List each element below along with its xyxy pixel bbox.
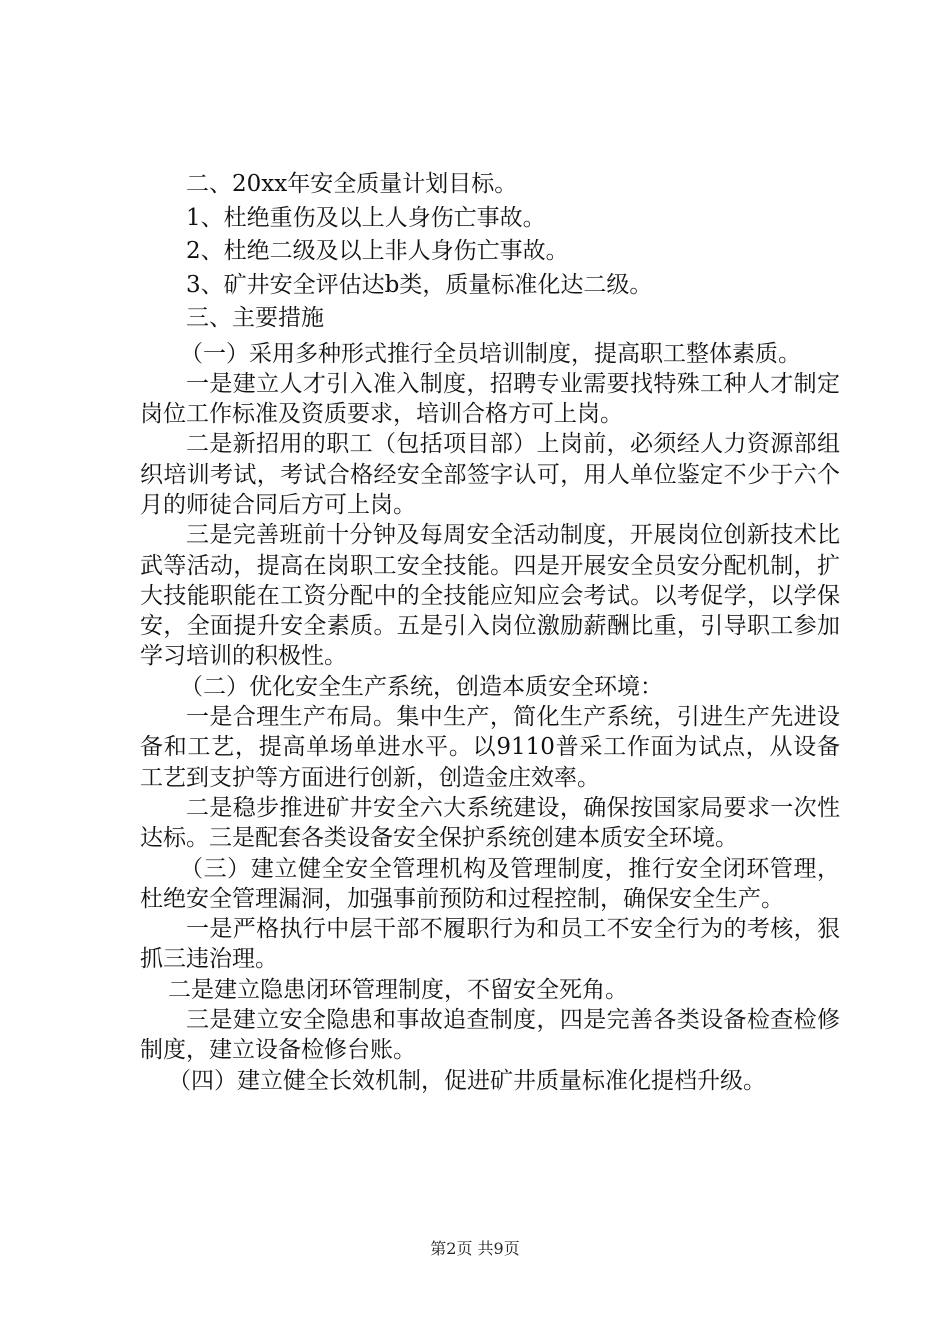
page-footer: 第2页 共9页 (430, 1239, 520, 1258)
paragraph: 二是新招用的职工（包括项目部）上岗前，必须经人力资源部组织培训考试，考试合格经安全部签字认可，用人单位鉴定不少于六个月的师徒合同后方可上岗。 (140, 431, 840, 518)
paragraph: 一是建立人才引入准入制度，招聘专业需要找特殊工种人才制定岗位工作标准及资质要求，培训合格方可上岗。 (140, 370, 840, 428)
paragraph: 3、矿井安全评估达b类，质量标准化达二级。 (186, 271, 653, 298)
paragraph: 三是完善班前十分钟及每周安全活动制度，开展岗位创新技术比武等活动，提高在岗职工安全技能。四是开展安全员安分配机制，扩大技能职能在工资分配中的全技能应知应会考试。以考促学，以学保安，全面提升安全素质。五是引入岗位激励薪酬比重，引导职工参加学习培训的积极性。 (140, 522, 840, 670)
paragraph: （四）建立健全长效机制，促进矿井质量标准化提档升级。 (168, 1067, 766, 1094)
paragraph: （二）优化安全生产系统，创造本质安全环境： (180, 673, 663, 700)
document-body (140, 168, 840, 1096)
paragraph: （一）采用多种形式推行全员培训制度，提高职工整体素质。 (180, 340, 801, 367)
paragraph: 三是建立安全隐患和事故追查制度，四是完善各类设备检查检修制度，建立设备检修台账。 (140, 1007, 840, 1064)
paragraph: 2、杜绝二级及以上非人身伤亡事故。 (186, 238, 569, 264)
paragraph: 一是严格执行中层干部不履职行为和员工不安全行为的考核，狠抓三违治理。 (140, 916, 840, 973)
paragraph: 二是建立隐患闭环管理制度，不留安全死角。 (168, 976, 628, 1003)
paragraph: 二是稳步推进矿井安全六大系统建设，确保按国家局要求一次性达标。三是配套各类设备安全保护系统创建本质安全环境。 (140, 794, 840, 852)
paragraph: 一是合理生产布局。集中生产，简化生产系统，引进生产先进设备和工艺，提高单场单进水平。以9110普采工作面为试点，从设备工艺到支护等方面进行创新，创造金庄效率。 (140, 704, 840, 791)
paragraph: 三、主要措施 (186, 305, 324, 331)
paragraph: 1、杜绝重伤及以上人身伤亡事故。 (186, 204, 546, 231)
paragraph: （三）建立健全安全管理机构及管理制度，推行安全闭环管理，杜绝安全管理漏洞，加强事前预防和过程控制，确保安全生产。 (140, 855, 840, 912)
paragraph: 二、20xx年安全质量计划目标。 (186, 171, 518, 197)
